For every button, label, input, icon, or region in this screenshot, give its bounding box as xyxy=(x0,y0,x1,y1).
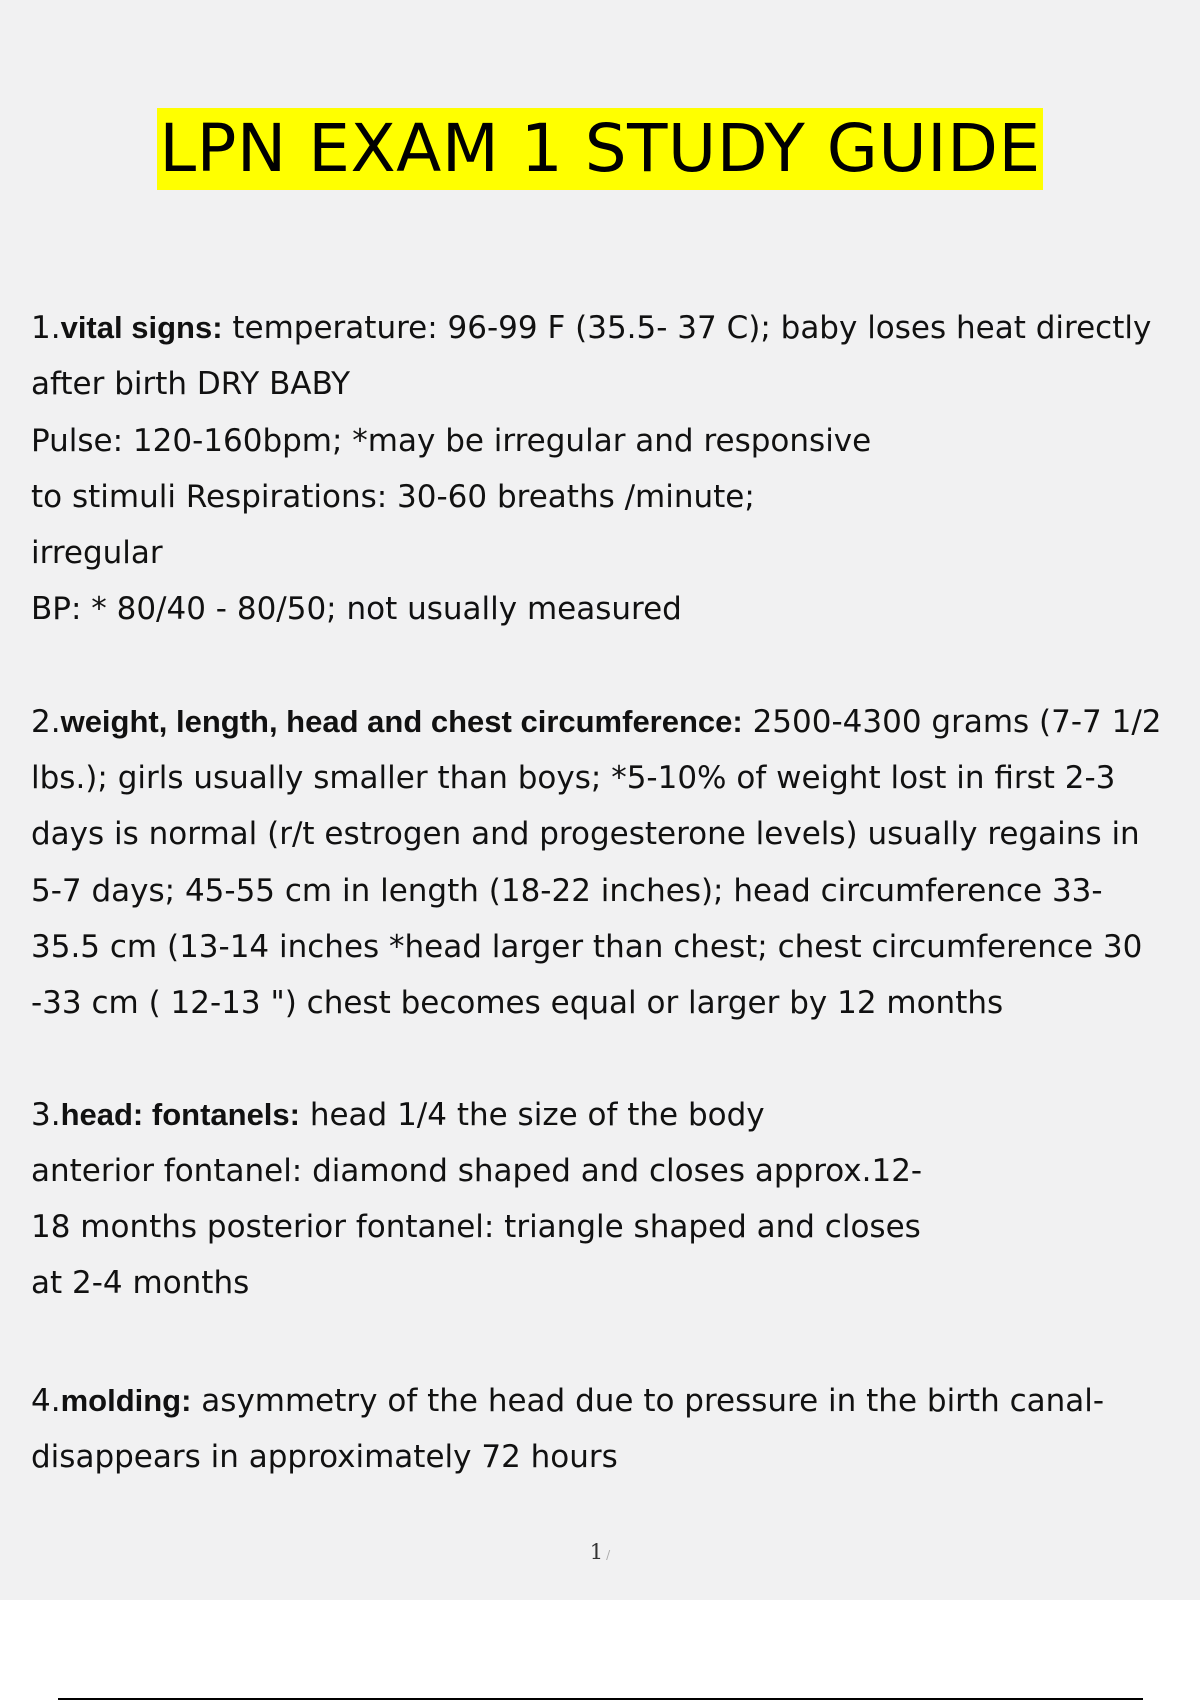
section-line: Pulse: 120-160bpm; *may be irregular and responsive xyxy=(31,422,872,459)
page-number-suffix: / xyxy=(606,1548,611,1562)
section-spacer xyxy=(31,1312,1200,1373)
document-title: LPN EXAM 1 STUDY GUIDE xyxy=(157,108,1042,190)
section-term: head: fontanels: xyxy=(60,1096,300,1132)
section-line: anterior fontanel: diamond shaped and closes approx.12- xyxy=(31,1152,923,1189)
section-number: 1. xyxy=(31,310,61,346)
section-line: 35.5 cm (13-14 inches *head larger than chest; chest circumference 30 xyxy=(31,928,1143,965)
section-text: 2500-4300 grams (7-7 1/2 xyxy=(742,703,1162,740)
section-spacer xyxy=(31,1032,1200,1087)
section-line: to stimuli Respirations: 30-60 breaths /minute; xyxy=(31,478,755,515)
page-number xyxy=(0,1540,1200,1564)
section-line: 18 months posterior fontanel: triangle shaped and closes xyxy=(31,1209,921,1246)
section-weight-length xyxy=(31,694,1200,1032)
section-number: 2. xyxy=(31,703,61,740)
section-head-fontanels xyxy=(31,1087,1200,1312)
section-first-line xyxy=(31,1087,1200,1143)
section-number: 3. xyxy=(31,1096,61,1133)
section-text: asymmetry of the head due to pressure in the birth canal- xyxy=(191,1382,1105,1419)
section-line: disappears in approximately 72 hours xyxy=(31,1439,618,1476)
section-term: vital signs: xyxy=(60,310,223,345)
section-line: at 2-4 months xyxy=(31,1265,250,1302)
section-term: molding: xyxy=(60,1382,192,1418)
title-container xyxy=(0,108,1200,190)
section-line: -33 cm ( 12-13 ") chest becomes equal or larger by 12 months xyxy=(31,985,1004,1022)
section-line: 5-7 days; 45-55 cm in length (18-22 inches); head circumference 33- xyxy=(31,872,1103,909)
section-vital-signs xyxy=(31,300,1200,638)
section-molding xyxy=(31,1373,1200,1486)
section-line: BP: * 80/40 - 80/50; not usually measured xyxy=(31,591,682,628)
section-number: 4. xyxy=(31,1382,61,1419)
section-line: irregular xyxy=(31,535,163,572)
page-number-value: 1 xyxy=(589,1540,604,1564)
section-term: weight, length, head and chest circumference: xyxy=(60,703,743,739)
section-text: temperature: 96-99 F (35.5- 37 C); baby loses heat directly xyxy=(222,310,1152,346)
section-first-line xyxy=(31,1373,1200,1429)
study-guide-content xyxy=(31,300,1200,1485)
section-first-line xyxy=(31,300,1200,356)
section-line: days is normal (r/t estrogen and progesterone levels) usually regains in xyxy=(31,816,1140,853)
section-line: after birth DRY BABY xyxy=(31,366,351,403)
section-spacer xyxy=(31,638,1200,694)
section-line: lbs.); girls usually smaller than boys; *5-10% of weight lost in first 2-3 xyxy=(31,760,1116,797)
section-text: head 1/4 the size of the body xyxy=(299,1096,765,1133)
section-first-line xyxy=(31,694,1200,750)
